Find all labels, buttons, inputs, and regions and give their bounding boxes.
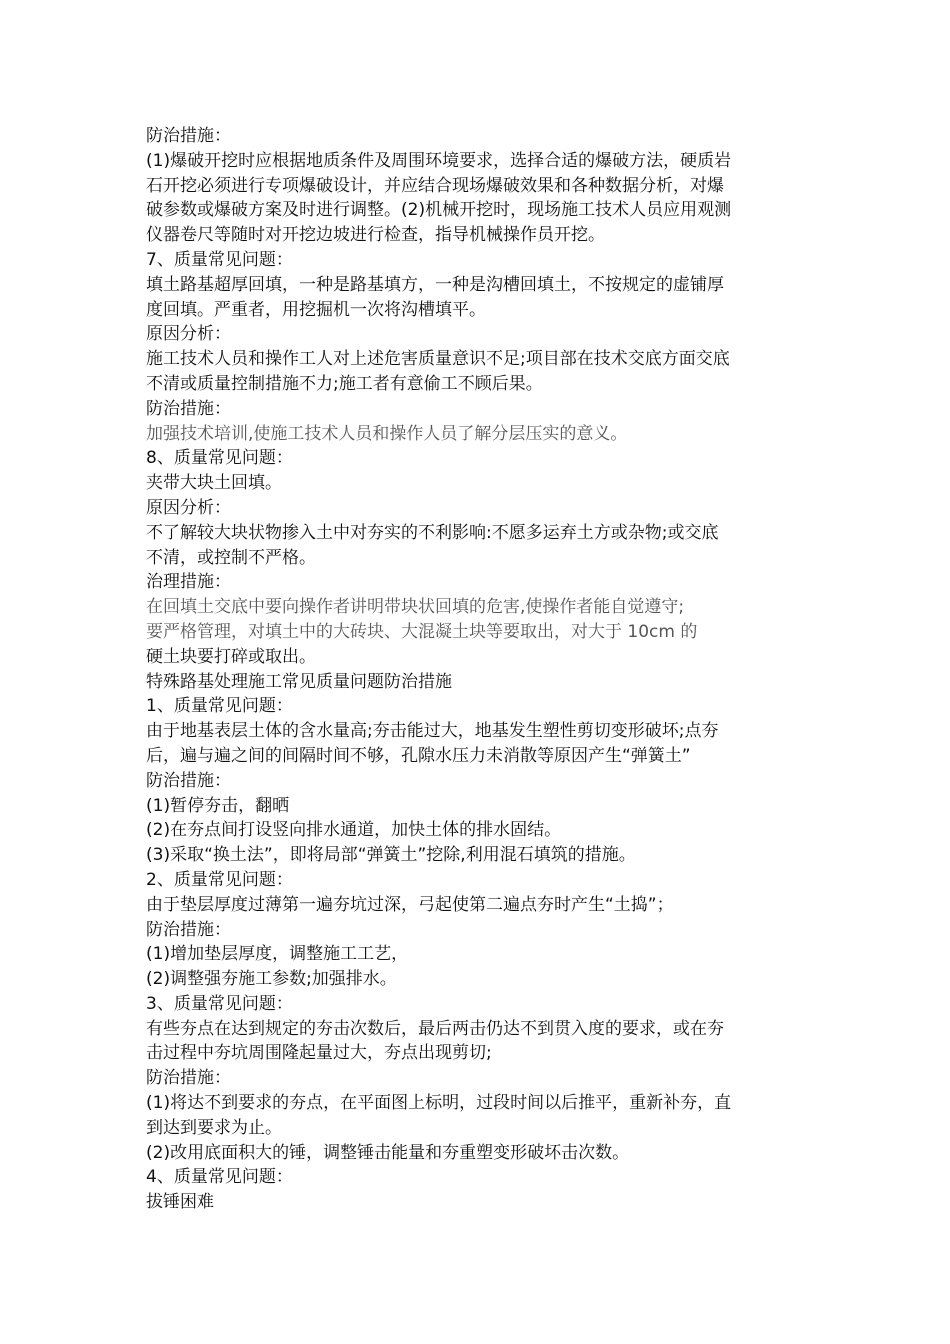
text-line: 由于地基表层土体的含水量高;夯击能过大，地基发生塑性剪切变形破坏;点夯 [146,721,719,742]
text-line: 击过程中夯坑周围隆起量过大，夯点出现剪切; [146,1043,492,1064]
text-line: 拔锤困难 [146,1192,214,1213]
text-line: 防治措施： [146,919,231,940]
text-line: 治理措施： [146,572,231,593]
text-line: 度回填。严重者，用挖掘机一次将沟槽填平。 [146,299,486,320]
text-line: 夹带大块土回填。 [146,473,282,494]
text-line: 4、质量常见问题： [146,1167,293,1188]
text-line: (2)在夯点间打设竖向排水通道，加快土体的排水固结。 [146,820,562,841]
text-line: 不了解较大块状物掺入土中对夯实的不利影响:不愿多运弃土方或杂物;或交底 [146,522,719,543]
text-line: (3)采取“换土法”，即将局部“弹簧土”挖除,利用混石填筑的措施。 [146,845,636,866]
text-line: 要严格管理，对填土中的大砖块、大混凝土块等要取出，对大于 10cm 的 [146,621,698,642]
document-body [146,124,811,1215]
text-line: 硬土块要打碎或取出。 [146,646,316,667]
text-line: 3、质量常见问题： [146,993,293,1014]
text-line: 破参数或爆破方案及时进行调整。(2)机械开挖时，现场施工技术人员应用观测 [146,200,732,221]
text-line: 由于垫层厚度过薄第一遍夯坑过深，弓起使第二遍点夯时产生“土捣”； [146,894,674,915]
text-line: 不清或质量控制措施不力;施工者有意偷工不顾后果。 [146,373,543,394]
text-line: (2)调整强夯施工参数;加强排水。 [146,969,397,990]
text-line: 原因分析： [146,324,231,345]
text-line: 7、质量常见问题： [146,249,293,270]
text-line: (1)增加垫层厚度，调整施工工艺， [146,944,409,965]
text-line: (1)将达不到要求的夯点，在平面图上标明，过段时间以后推平，重新补夯，直 [146,1093,732,1114]
text-line: 防治措施： [146,770,231,791]
text-line: 石开挖必须进行专项爆破设计，并应结合现场爆破效果和各种数据分析，对爆 [146,175,724,196]
text-line: 1、质量常见问题： [146,696,293,717]
text-line: 特殊路基处理施工常见质量问题防治措施 [146,671,452,692]
text-line: 防治措施： [146,126,231,146]
text-line: (1)爆破开挖时应根据地质条件及周围环境要求，选择合适的爆破方法，硬质岩 [146,150,732,171]
text-line: 有些夯点在达到规定的夯击次数后，最后两击仍达不到贯入度的要求，或在夯 [146,1018,724,1039]
text-line: 8、质量常见问题： [146,448,293,469]
text-line: 加强技术培训,使施工技术人员和操作人员了解分层压实的意义。 [146,423,628,444]
text-line: 防治措施： [146,398,231,419]
text-line: (2)改用底面积大的锤，调整锤击能量和夯重塑变形破坏击次数。 [146,1142,630,1163]
text-line: 在回填土交底中要向操作者讲明带块状回填的危害,使操作者能自觉遵守; [146,597,685,618]
text-line: 后，遍与遍之间的间隔时间不够，孔隙水压力未消散等原因产生“弹簧土” [146,745,691,766]
text-line: 不清，或控制不严格。 [146,547,316,568]
text-line: 仪器卷尺等随时对开挖边坡进行检查，指导机械操作员开挖。 [146,225,605,246]
text-line: 原因分析： [146,497,231,518]
text-line: (1)暂停夯击，翻晒 [146,795,290,816]
text-line: 填土路基超厚回填，一种是路基填方，一种是沟槽回填土，不按规定的虚铺厚 [146,274,724,295]
text-line: 防治措施： [146,1068,231,1089]
text-line: 2、质量常见问题： [146,869,293,890]
text-line: 到达到要求为止。 [146,1117,282,1138]
text-line: 施工技术人员和操作工人对上述危害质量意识不足;项目部在技术交底方面交底 [146,349,730,370]
